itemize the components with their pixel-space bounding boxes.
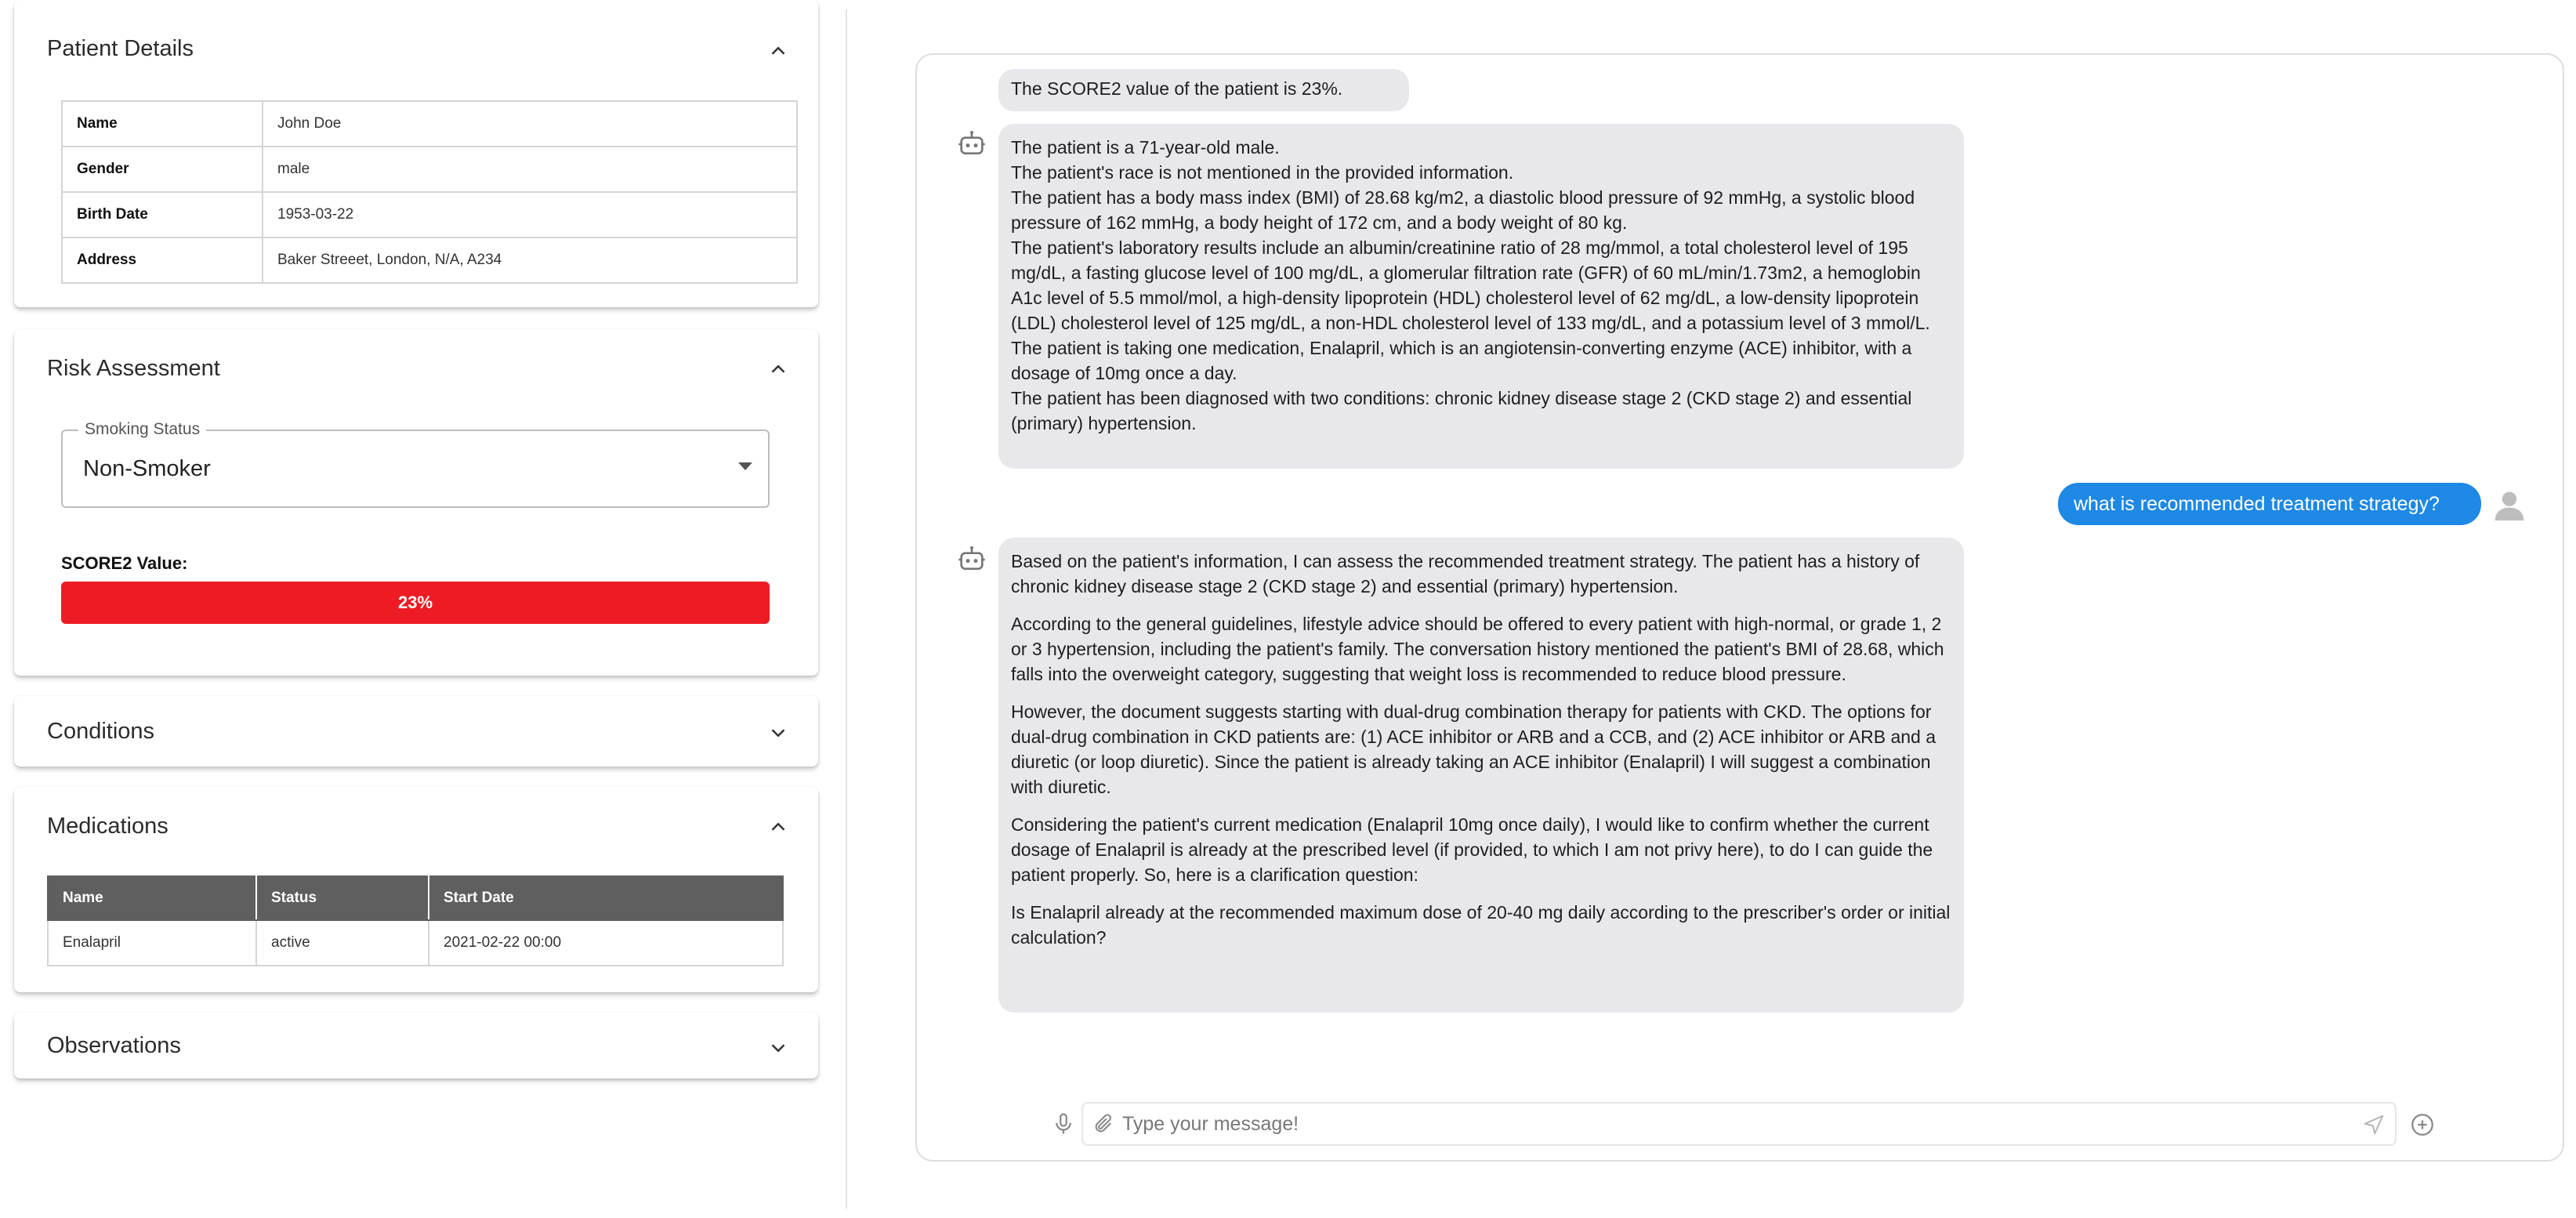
send-icon[interactable] — [2362, 1113, 2386, 1136]
message-paragraph: However, the document suggests starting with dual-drug combination therapy for patients with CKD. The options for dual-drug combination in CKD patients are: (1) ACE inhibitor or ARB and a CCB, and (2) ACE inhibitor or ARB and a diuretic (or loop diuretic). Since the patient is already taking an ACE inhibitor (Enalapril) I will suggest a combination with diuretic. — [1011, 701, 1936, 797]
score2-label: SCORE2 Value: — [61, 553, 188, 573]
table-row — [48, 920, 783, 966]
chevron-down-icon[interactable] — [766, 1036, 790, 1060]
column-header[interactable]: Status — [256, 876, 429, 920]
conditions-title: Conditions — [47, 718, 155, 744]
bot-message — [998, 69, 1409, 111]
risk-assessment-header[interactable] — [14, 329, 818, 408]
medication-start-date: 2021-02-22 00:00 — [429, 920, 783, 966]
table-header-row — [48, 876, 783, 920]
bot-message — [998, 538, 1964, 1013]
smoking-status-label: Smoking Status — [78, 420, 206, 439]
message-paragraph: Is Enalapril already at the recommended maximum dose of 20-40 mg daily according to the prescriber's order or initial calculation? — [1011, 902, 1951, 948]
medications-title: Medications — [47, 813, 168, 839]
message-input[interactable] — [1122, 1104, 2345, 1144]
chat-panel — [915, 53, 2564, 1162]
chevron-down-icon[interactable] — [766, 721, 790, 745]
table-row — [62, 147, 797, 192]
patient-details-card — [14, 0, 818, 307]
robot-icon — [956, 544, 987, 575]
score2-bar — [61, 582, 770, 624]
caret-down-icon[interactable] — [738, 462, 752, 470]
row-label: Birth Date — [62, 192, 263, 237]
conditions-card[interactable] — [14, 696, 818, 767]
medications-header[interactable] — [14, 787, 818, 865]
row-value: Baker Streeet, London, N/A, A234 — [263, 237, 797, 283]
row-value: 1953-03-22 — [263, 192, 797, 237]
row-value: male — [263, 147, 797, 192]
medication-name: Enalapril — [48, 920, 256, 966]
row-label: Address — [62, 237, 263, 283]
column-header[interactable]: Start Date — [429, 876, 783, 920]
medication-status: active — [256, 920, 429, 966]
smoking-status-value: Non-Smoker — [83, 455, 211, 481]
message-paragraph: Considering the patient's current medication (Enalapril 10mg once daily), I would like to confirm whether the current dosage of Enalapril is already at the prescribed level (if provided, to which I am not privy here), to do I can guide the patient properly. So, here is a clarification question: — [1011, 814, 1933, 885]
paperclip-icon[interactable] — [1092, 1113, 1114, 1135]
add-circle-icon[interactable] — [2409, 1111, 2436, 1138]
smoking-status-select[interactable] — [61, 420, 770, 508]
table-row — [62, 101, 797, 147]
row-label: Gender — [62, 147, 263, 192]
patient-details-header[interactable] — [14, 0, 818, 97]
table-row — [62, 237, 797, 283]
score2-value: 23% — [397, 593, 433, 612]
patient-details-title: Patient Details — [47, 35, 194, 61]
message-text: The patient is a 71-year-old male. The patient's race is not mentioned in the provided information. The patient has a body mass index (BMI) of 28.68 kg/m2, a diastolic blood pressure of 92 mmHg, a systolic blood pressure of 162 mmHg, a body height of 172 cm, and a body weight of 80 kg. The patient's laboratory results include an albumin/creatinine ratio of 28 mg/mmol, a total cholesterol level of 195 mg/dL, a fasting glucose level of 100 mg/dL, a glomerular filtration rate (GFR) of 60 mL/min/1.73m2, a hemoglobin A1c level of 5.5 mmol/mol, a high-density lipoprotein (HDL) cholesterol level of 62 mg/dL, a low-density lipoprotein (LDL) cholesterol level of 125 mg/dL, a non-HDL cholesterol level of 133 mg/dL, and a potassium level of 3 mmol/L. The patient is taking one medication, Enalapril, which is an angiotensin-converting enzyme (ACE) inhibitor, with a dosage of 10mg once a day. The patient has been diagnosed with two conditions: chronic kidney disease stage 2 (CKD stage 2) and essential (primary) hypertension. — [1011, 137, 1930, 433]
column-header[interactable]: Name — [48, 876, 256, 920]
microphone-icon[interactable] — [1052, 1110, 1075, 1138]
message-text: The SCORE2 value of the patient is 23%. — [1011, 78, 1343, 99]
row-value: John Doe — [263, 101, 797, 147]
robot-icon — [956, 129, 987, 160]
medications-table — [47, 875, 784, 966]
chevron-up-icon[interactable] — [766, 815, 790, 839]
panel-divider — [846, 9, 847, 1209]
patient-details-table — [61, 100, 798, 284]
user-message — [2058, 483, 2481, 525]
message-text: what is recommended treatment strategy? — [2074, 492, 2440, 515]
risk-assessment-title: Risk Assessment — [47, 355, 220, 381]
row-label: Name — [62, 101, 263, 147]
message-paragraph: Based on the patient's information, I can assess the recommended treatment strategy. The patient has a history of chronic kidney disease stage 2 (CKD stage 2) and essential (primary) hypertension. — [1011, 551, 1920, 596]
message-composer — [1081, 1102, 2397, 1146]
user-avatar-icon — [2492, 488, 2527, 522]
message-paragraph: According to the general guidelines, lifestyle advice should be offered to every patient with high-normal, or grade 1, 2 or 3 hypertension, including the patient's family. The conversation history mentioned the patient's BMI of 28.68, which falls into the overweight category, suggesting that weight loss is recommended to reduce blood pressure. — [1011, 614, 1944, 684]
chevron-up-icon[interactable] — [766, 39, 790, 63]
patient-sidebar — [0, 0, 846, 1218]
table-row — [62, 192, 797, 237]
bot-message — [998, 124, 1964, 469]
observations-title: Observations — [47, 1032, 181, 1058]
observations-card[interactable] — [14, 1013, 818, 1078]
chevron-up-icon[interactable] — [766, 357, 790, 381]
